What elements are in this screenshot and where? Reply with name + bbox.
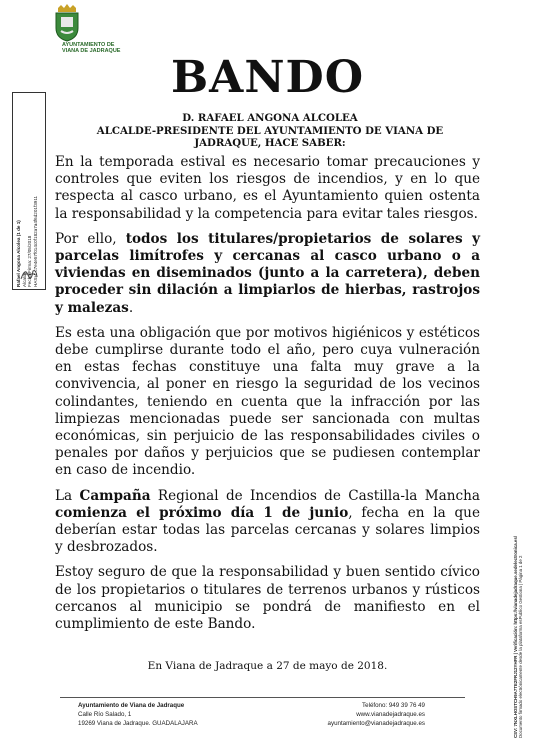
header-role: ALCALDE-PRESIDENTE DEL AYUNTAMIENTO DE VIANA DE [96, 124, 444, 137]
coat-of-arms-icon [52, 4, 82, 42]
header-role-cont: JADRAQUE, HACE SABER: [194, 137, 346, 149]
document-title: BANDO [170, 52, 365, 103]
logo-line-1: AYUNTAMIENTO DE [62, 42, 115, 48]
verification-stamp [511, 470, 533, 740]
signature-icon [19, 265, 39, 283]
paragraph-4 [55, 488, 480, 557]
p2-bold: todos los titulares/propietarios de solares y parcelas limítrofes y cercanas al casco urbano o a viviendas en diseminados (junto a la carretera), deben proceder sin dilación a limpiarlos de hierbas, rastrojos y malezas [55, 230, 480, 316]
verification-platform: Documento firmado electrónicamente desde la plataforma esPublico Gestiona | Página 1 de 2 [518, 555, 524, 738]
footer-city: 19269 Viana de Jadraque. GUADALAJARA [78, 720, 198, 727]
footer-email-link[interactable]: ayuntamiento@vianadejadraque.es [327, 720, 425, 727]
document-date: En Viana de Jadraque a 27 de mayo de 2018. [147, 660, 388, 672]
footer-contact [300, 701, 425, 728]
p2-intro: Por ello, [55, 230, 126, 247]
document-body [55, 154, 480, 641]
header-name: D. RAFAEL ANGONA ALCOLEA [182, 112, 358, 124]
verification-csv: CSV: 7NXLHOSTCH9A7TE2FRJ12YHFR | Verificación: https://vianadejadraque.sedelectronica.es/ [513, 535, 518, 738]
footer-street: Calle Río Salado, 1 [78, 711, 132, 718]
document-header [60, 112, 480, 150]
p4-a: La [55, 487, 80, 504]
signature-stamp [12, 92, 46, 290]
paragraph-2 [55, 231, 480, 317]
stamp-hash: HASH: c7e4e57f014c0f182a7a4f6d201f3911 [32, 195, 38, 287]
stamp-signer: Rafael Angona Alcolea (1 de 1) [16, 220, 21, 287]
footer-phone: Teléfono: 949 39 76 49 [362, 702, 425, 709]
p4-start-date: comienza el próximo día 1 de junio [55, 504, 349, 521]
p4-e: , fecha en la que deberían estar todas las parcelas cercanas y solares limpios y desbrozados. [55, 504, 480, 556]
logo-line-2: VIANA DE JADRAQUE [62, 48, 121, 54]
paragraph-3: Es esta una obligación que por motivos higiénicos y estéticos debe cumplirse durante todo el año, pero cuya vulneración en estas fechas constituye una falta muy grave a la convivencia, al poner en riesgo la seguridad de los vecinos colindantes, teniendo en cuenta que la infracción por las limpiezas mencionadas puede ser sancionada con multas económicas, sin perjuicio de las responsabilidades civiles o penales por daños y perjuicios que se pudiesen contemplar en caso de incendio. [55, 324, 480, 479]
stamp-role: Alcalde [21, 271, 27, 287]
footer-org: Ayuntamiento de Viana de Jadraque [78, 702, 185, 709]
footer-web-link[interactable]: www.vianadejadraque.es [356, 711, 425, 718]
footer-address [78, 701, 198, 728]
paragraph-5: Estoy seguro de que la responsabilidad y buen sentido cívico de los propietarios o titulares de terrenos urbanos y rústicos cercanos al municipio se pondrá de manifiesto en el cumplimiento de este Bando. [55, 564, 480, 633]
paragraph-1: En la temporada estival es necesario tomar precauciones y controles que eviten los riesgos de incendios, y en lo que respecta al casco urbano, es el Ayuntamiento quien ostenta la responsabilidad y la competencia para evitar tales riesgos. [55, 154, 480, 222]
stamp-date: Fecha Firma: 27/05/2018 [27, 235, 33, 287]
p4-c: Regional de Incendios de Castilla-la Mancha [150, 487, 481, 504]
p2-end: . [128, 299, 134, 316]
municipal-logo [48, 4, 138, 56]
footer-divider [60, 697, 465, 698]
p4-campaign: Campaña [79, 487, 151, 504]
